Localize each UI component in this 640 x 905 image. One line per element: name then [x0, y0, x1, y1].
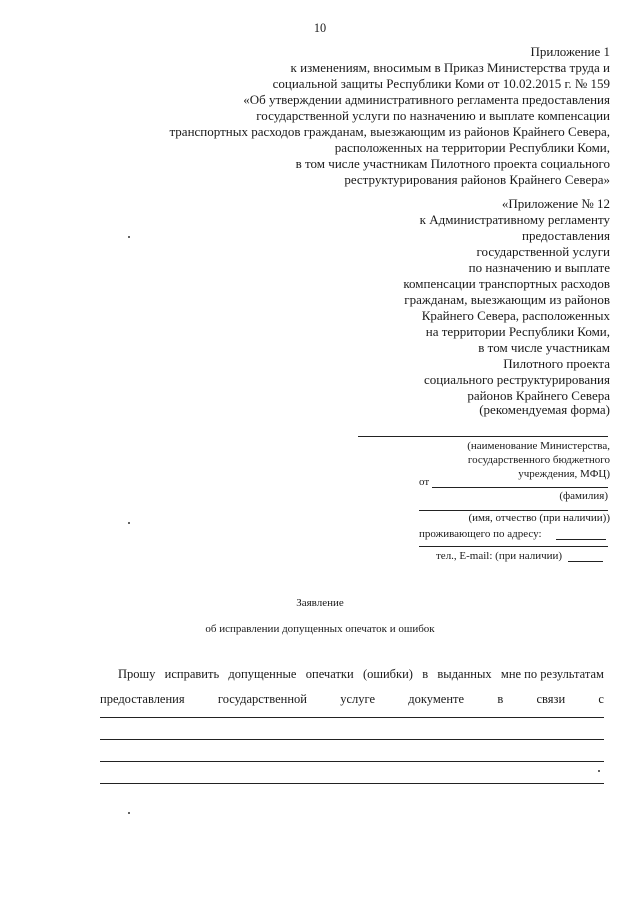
annex12-header-line: Пилотного проекта [503, 356, 610, 371]
recipient-caption-line: государственного бюджетного [467, 454, 610, 466]
reason-fill-line[interactable] [100, 717, 604, 718]
body-word: (ошибки) [362, 667, 413, 681]
reason-fill-line[interactable] [100, 783, 604, 784]
body-word: предоставления [100, 692, 185, 706]
address-fill-line[interactable] [556, 539, 606, 540]
body-line-2 [100, 692, 604, 707]
appendix-header-line: Приложение 1 [530, 44, 610, 59]
annex12-header-line: на территории Республики Коми, [425, 324, 610, 339]
recipient-caption-line: (наименование Министерства, [467, 440, 610, 452]
from-label: от [419, 476, 430, 488]
body-word: государственной [217, 692, 307, 706]
address-fill-line-2[interactable] [419, 546, 608, 547]
body-word: в [497, 692, 504, 706]
annex12-header-line: социального реструктурирования [424, 372, 610, 387]
body-word: выданных [437, 667, 492, 681]
body-word: документе [408, 692, 465, 706]
appendix-header-line: реструктурирования районов Крайнего Севера» [344, 172, 610, 187]
reason-fill-line[interactable] [100, 761, 604, 762]
application-subtitle: об исправлении допущенных опечаток и ошибок [205, 623, 435, 635]
body-word: связи [536, 692, 566, 706]
appendix-header-line: социальной защиты Республики Коми от 10.02.2015 г. № 159 [272, 76, 610, 91]
scan-speck [128, 236, 130, 238]
body-word: услуге [340, 692, 376, 706]
body-word: мне по результатам [500, 667, 604, 681]
body-word: в [422, 667, 429, 681]
body-word: опечатки [305, 667, 354, 681]
scan-speck [598, 770, 600, 772]
body-line-1 [118, 667, 604, 682]
scan-speck [128, 522, 130, 524]
application-title: Заявление [296, 597, 344, 609]
annex12-header-line: предоставления [522, 228, 610, 243]
contacts-label: тел., E-mail: (при наличии) [436, 550, 563, 562]
appendix-header-line: государственной услуги по назначению и выплате компенсации [256, 108, 610, 123]
recipient-caption-line: учреждения, МФЦ) [518, 468, 610, 480]
contacts-fill-line[interactable] [568, 561, 603, 562]
body-word: исправить [164, 667, 220, 681]
annex12-header-line: Крайнего Севера, расположенных [421, 308, 610, 323]
body-word: допущенные [228, 667, 297, 681]
appendix-header-line: транспортных расходов гражданам, выезжающим из районов Крайнего Севера, [169, 124, 610, 139]
scan-speck [128, 812, 130, 814]
annex12-header-line: компенсации транспортных расходов [403, 276, 610, 291]
appendix-header-line: в том числе участникам Пилотного проекта социального [295, 156, 610, 171]
name-fill-line[interactable] [419, 510, 608, 511]
annex12-header-line: к Административному регламенту [419, 212, 610, 227]
annex12-header-line: государственной услуги [476, 244, 610, 259]
reason-fill-line[interactable] [100, 739, 604, 740]
annex12-header-line: в том числе участникам [478, 340, 610, 355]
surname-caption: (фамилия) [559, 490, 608, 502]
form-note: (рекомендуемая форма) [479, 402, 610, 417]
annex12-header-line: гражданам, выезжающим из районов [404, 292, 610, 307]
annex12-header-line: «Приложение № 12 [501, 196, 610, 211]
name-caption: (имя, отчество (при наличии)) [468, 512, 610, 524]
recipient-fill-line[interactable] [358, 436, 608, 437]
page-number: 10 [313, 21, 327, 35]
surname-fill-line[interactable] [432, 487, 608, 488]
appendix-header-line: расположенных на территории Республики Коми, [334, 140, 610, 155]
body-word: Прошу [118, 667, 156, 681]
address-label: проживающего по адресу: [419, 528, 542, 540]
body-word: с [598, 692, 604, 706]
annex12-header-line: районов Крайнего Севера [467, 388, 610, 403]
annex12-header-line: по назначению и выплате [468, 260, 610, 275]
appendix-header-line: к изменениям, вносимым в Приказ Министерства труда и [290, 60, 610, 75]
appendix-header-line: «Об утверждении административного регламента предоставления [243, 92, 610, 107]
